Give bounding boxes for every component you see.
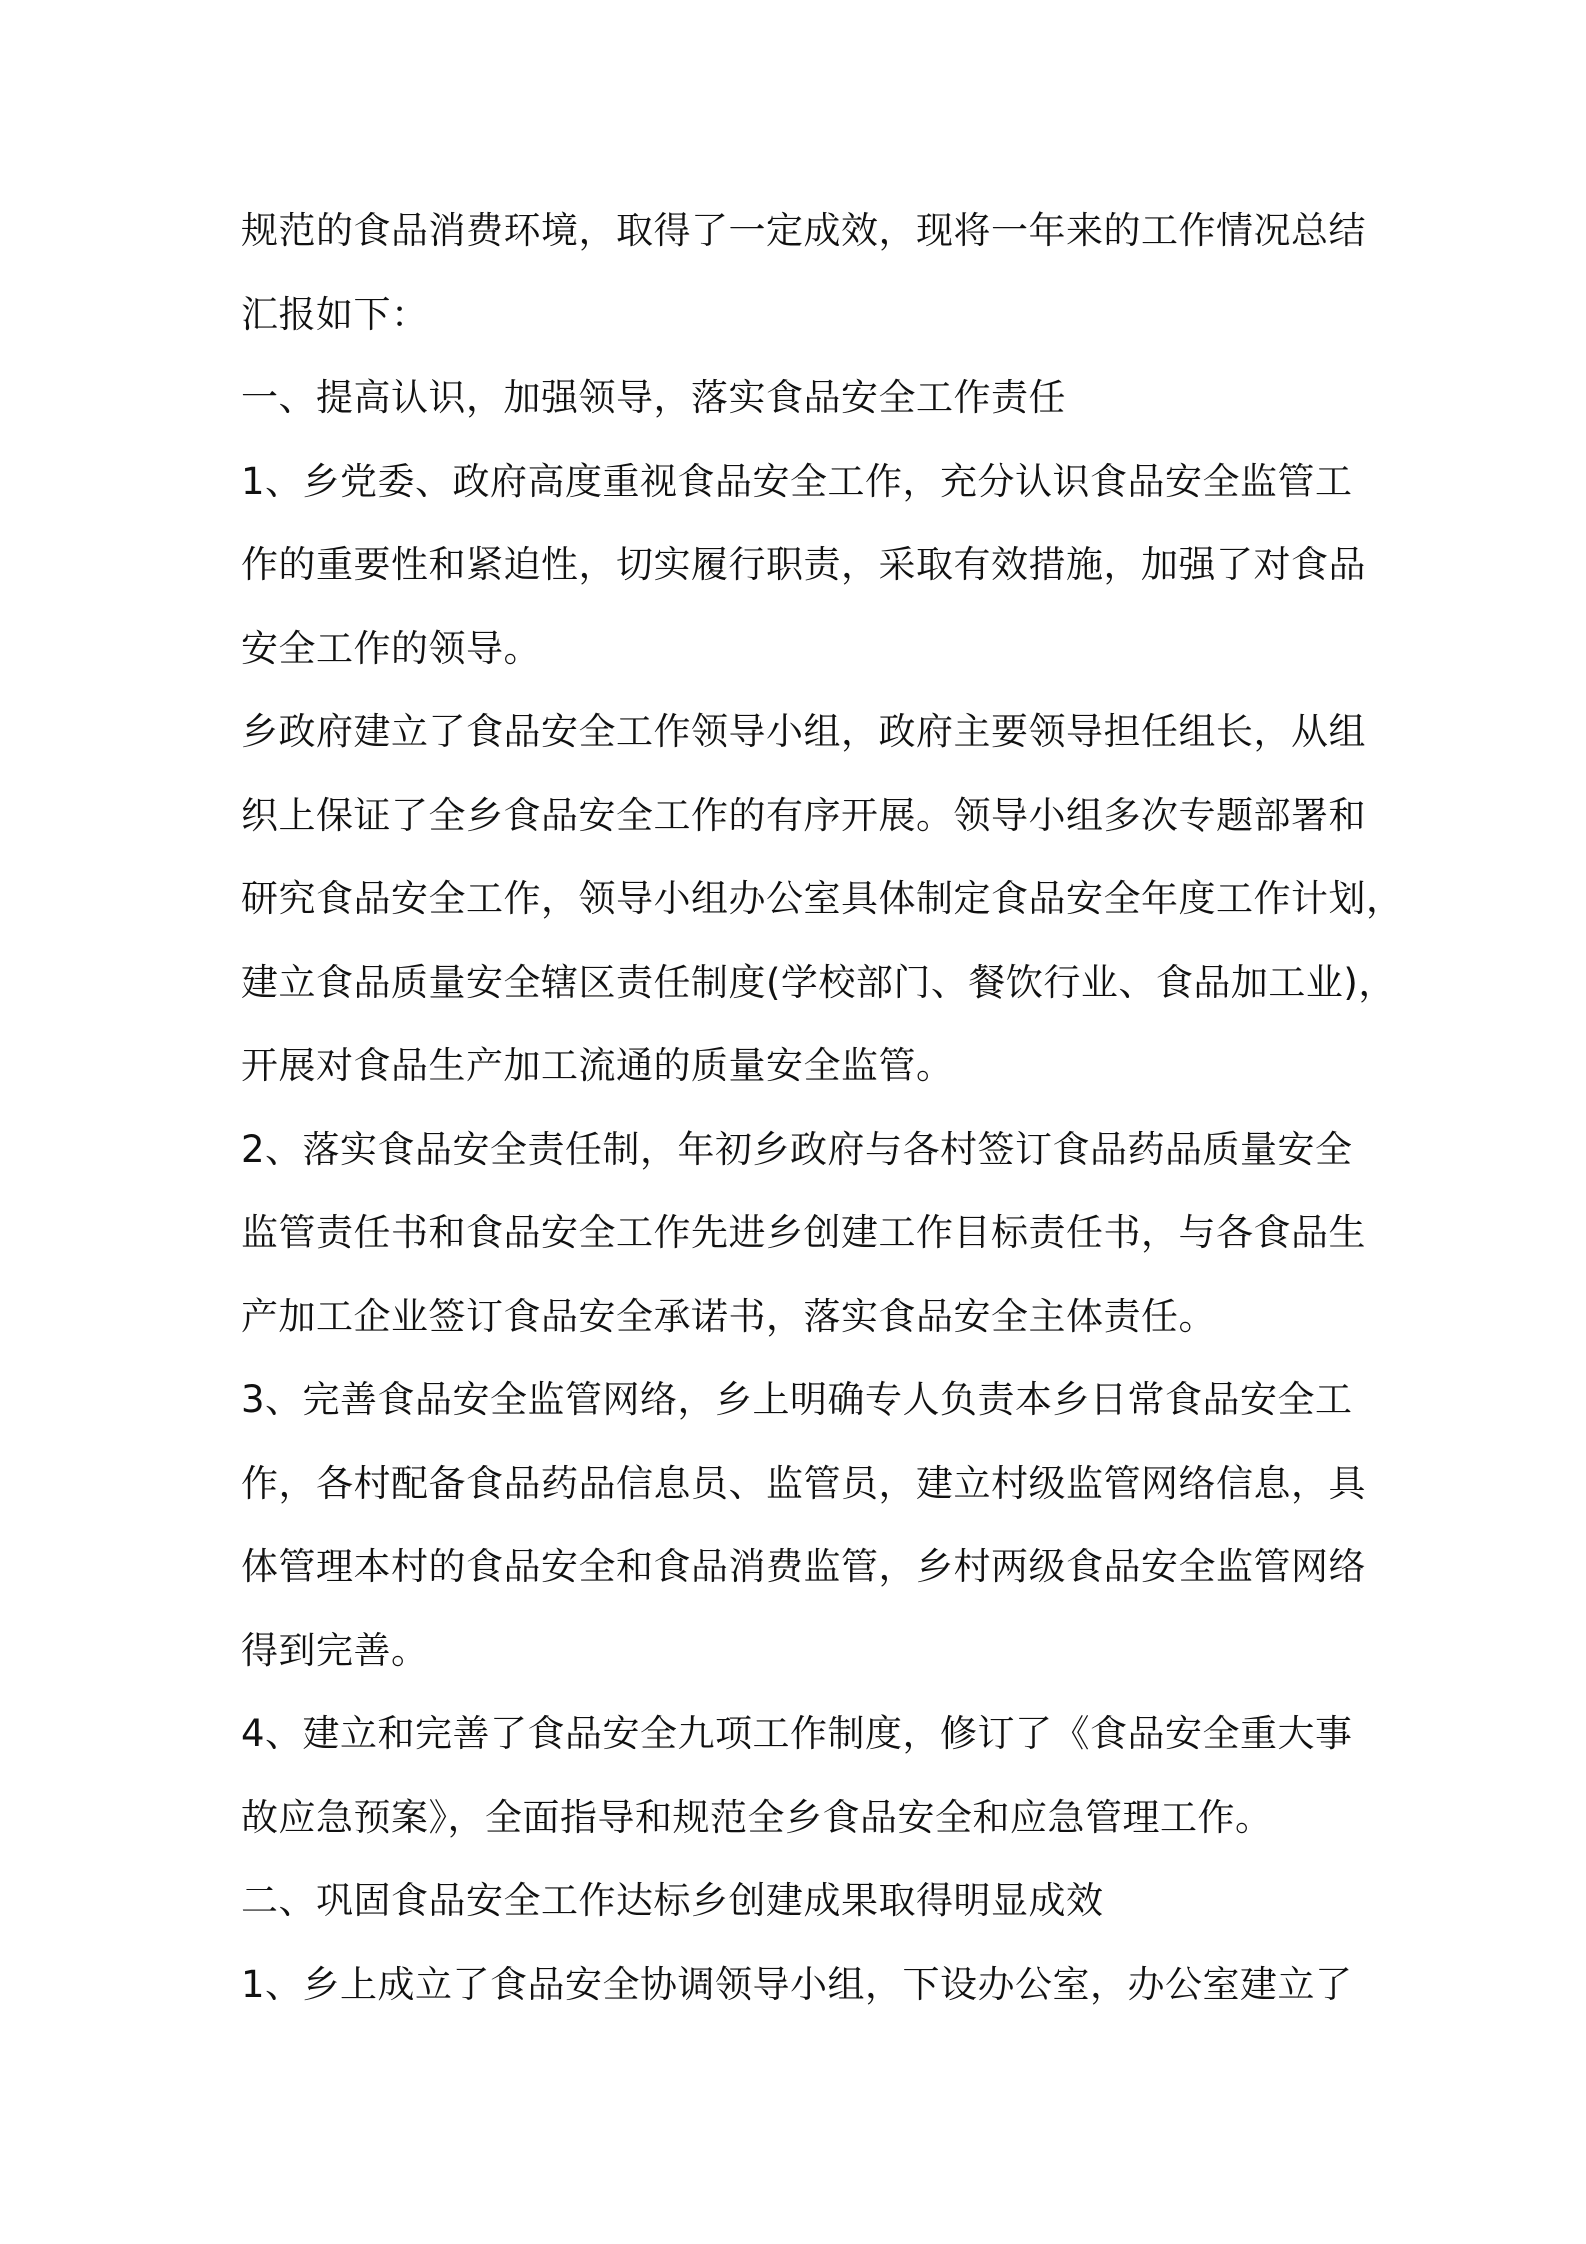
body-line: 规范的食品消费环境，取得了一定成效，现将一年来的工作情况总结 [241, 209, 1366, 252]
body-line: 汇报如下： [241, 292, 429, 336]
body-line: 4、建立和完善了食品安全九项工作制度，修订了《食品安全重大事 [241, 1712, 1353, 1755]
body-line: 安全工作的领导。 [241, 626, 541, 670]
body-line: 产加工企业签订食品安全承诺书，落实食品安全主体责任。 [241, 1294, 1216, 1338]
body-line: 2、落实食品安全责任制，年初乡政府与各村签订食品药品质量安全 [241, 1127, 1353, 1171]
body-line: 1、乡上成立了食品安全协调领导小组，下设办公室，办公室建立了 [241, 1962, 1353, 2006]
body-line: 故应急预案》，全面指导和规范全乡食品安全和应急管理工作。 [241, 1795, 1273, 1839]
body-line: 研究食品安全工作，领导小组办公室具体制定食品安全年度工作计划， [241, 877, 1404, 920]
body-line: 3、完善食品安全监管网络，乡上明确专人负责本乡日常食品安全工 [241, 1378, 1353, 1421]
body-line: 乡政府建立了食品安全工作领导小组，政府主要领导担任组长，从组 [241, 710, 1366, 753]
body-line: 开展对食品生产加工流通的质量安全监管。 [241, 1044, 954, 1087]
body-line: 作的重要性和紧迫性，切实履行职责，采取有效措施，加强了对食品 [241, 543, 1366, 586]
body-line: 建立食品质量安全辖区责任制度(学校部门、餐饮行业、食品加工业)， [241, 960, 1396, 1004]
section-heading: 二、巩固食品安全工作达标乡创建成果取得明显成效 [241, 1879, 1104, 1922]
body-line: 得到完善。 [241, 1628, 429, 1672]
section-heading: 一、提高认识，加强领导，落实食品安全工作责任 [241, 376, 1066, 419]
body-line: 1、乡党委、政府高度重视食品安全工作，充分认识食品安全监管工 [241, 459, 1353, 503]
body-line: 织上保证了全乡食品安全工作的有序开展。领导小组多次专题部署和 [241, 793, 1366, 837]
body-line: 监管责任书和食品安全工作先进乡创建工作目标责任书，与各食品生 [241, 1211, 1366, 1254]
body-line: 体管理本村的食品安全和食品消费监管，乡村两级食品安全监管网络 [241, 1545, 1366, 1588]
document-body [241, 200, 1404, 2037]
body-line: 作，各村配备食品药品信息员、监管员，建立村级监管网络信息，具 [241, 1461, 1366, 1505]
